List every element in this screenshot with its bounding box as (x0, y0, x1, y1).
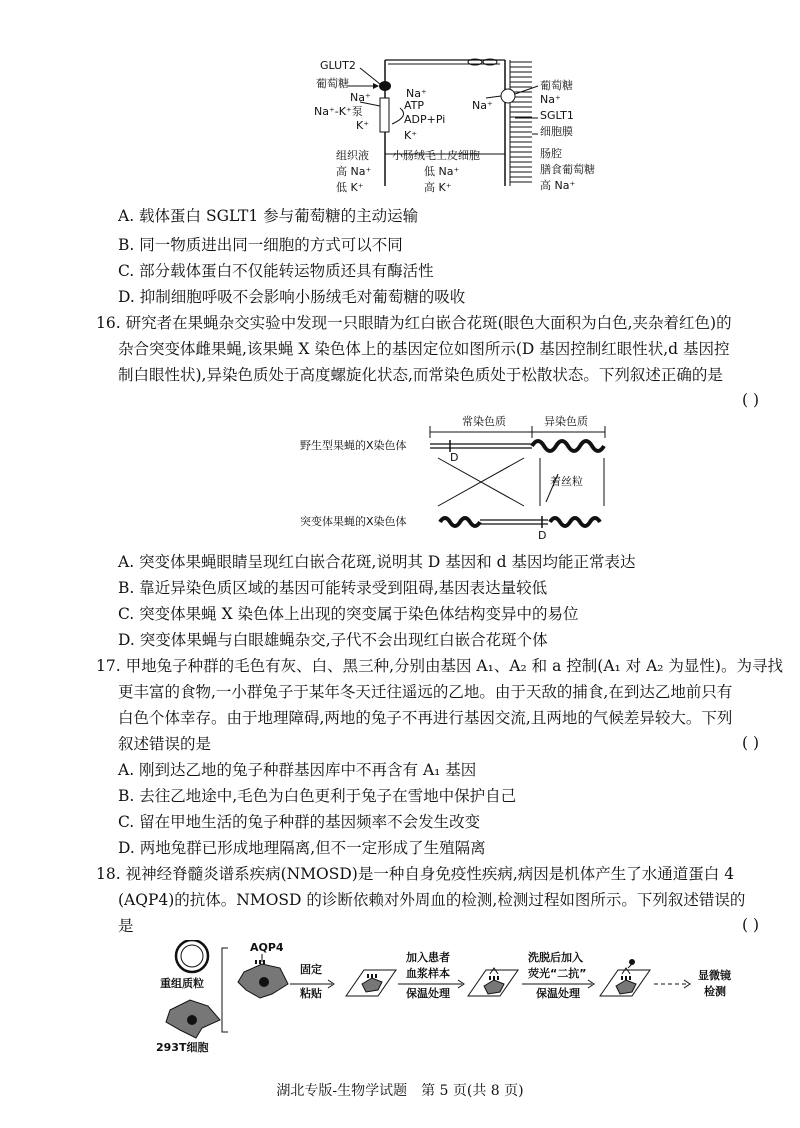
figure-detection-process (150, 940, 770, 1060)
aqp4-label: AQP4 (250, 941, 284, 954)
atp-label: ATP (404, 99, 425, 112)
na-right-in-label: Na⁺ (472, 99, 493, 112)
q17-stem-3: 白色个体幸存。由于地理障碍,两地的兔子不再进行基因交流,且两地的气候差异较大。下列 (118, 709, 733, 727)
step4-label-a: 显微镜 (698, 969, 731, 982)
page-footer: 湖北专版-生物学试题 第 5 页(共 8 页) (276, 1083, 524, 1099)
step2-label-a: 加入患者 (406, 951, 450, 964)
high-na-left: 高 Na⁺ (336, 165, 372, 178)
dietary-glucose-label: 膳食葡萄糖 (540, 163, 595, 176)
q16-option-c: C. 突变体果蝇 X 染色体上出现的突变属于染色体结构变异中的易位 (118, 605, 579, 623)
step3-label-c: 保温处理 (536, 987, 580, 1000)
q18-answer-paren: ( ) (742, 916, 760, 934)
q16-stem-1: 16. 研究者在果蝇杂交实验中发现一只眼睛为红白嵌合花斑(眼色大面积为白色,夹杂着红色)的 (96, 314, 732, 332)
tissue-fluid-label: 组织液 (336, 149, 369, 162)
q17-stem-2: 更丰富的食物,一小群兔子于某年冬天迁往遥远的乙地。由于天敌的捕食,在到达乙地前只有 (118, 683, 733, 701)
q15-option-b: B. 同一物质进出同一细胞的方式可以不同 (118, 236, 403, 254)
figure-glucose-transport (300, 46, 620, 204)
q18-stem-1: 18. 视神经脊髓炎谱系疾病(NMOSD)是一种自身免疫性疾病,病因是机体产生了水通道蛋白 4 (96, 865, 735, 883)
q16-option-b: B. 靠近异染色质区域的基因可能转录受到阻碍,基因表达量较低 (118, 579, 548, 597)
q16-answer-paren: ( ) (742, 391, 760, 409)
step1-label-b: 粘贴 (300, 987, 322, 1000)
q15-option-a: A. 载体蛋白 SGLT1 参与葡萄糖的主动运输 (118, 207, 419, 225)
q17-option-d: D. 两地兔群已形成地理隔离,但不一定形成了生殖隔离 (118, 839, 486, 857)
q17-option-a: A. 刚到达乙地的兔子种群基因库中不再含有 A₁ 基因 (118, 761, 477, 779)
high-na-right: 高 Na⁺ (540, 179, 576, 192)
gene-d-top: D (450, 451, 459, 464)
step2-label-b: 血浆样本 (406, 967, 450, 980)
mutant-label: 突变体果蝇的X染色体 (300, 515, 407, 528)
step1-label-a: 固定 (300, 963, 322, 976)
step3-label-a: 洗脱后加入 (528, 951, 583, 964)
lumen-label: 肠腔 (540, 147, 562, 160)
q16-option-a: A. 突变体果蝇眼睛呈现红白嵌合花斑,说明其 D 基因和 d 基因均能正常表达 (118, 553, 636, 571)
plasmid-label: 重组质粒 (160, 977, 204, 990)
q18-stem-3: 是 (118, 917, 134, 935)
q15-option-c: C. 部分载体蛋白不仅能转运物质还具有酶活性 (118, 262, 434, 280)
glucose-left-label: 葡萄糖 (316, 77, 349, 90)
k-left-label: K⁺ (356, 119, 370, 132)
figure-chromosome (300, 410, 630, 544)
cell-label: 小肠绒毛上皮细胞 (392, 149, 480, 162)
step2-label-c: 保温处理 (406, 987, 450, 1000)
q16-option-d: D. 突变体果蝇与白眼雄蝇杂交,子代不会出现红白嵌合花斑个体 (118, 631, 548, 649)
detection-process-diagram (150, 940, 770, 1060)
gene-d-bottom: D (538, 529, 547, 542)
high-k-mid: 高 K⁺ (424, 181, 452, 194)
centromere-label: 着丝粒 (550, 475, 583, 488)
wild-type-label: 野生型果蝇的X染色体 (300, 439, 407, 452)
q17-option-c: C. 留在甲地生活的兔子种群的基因频率不会发生改变 (118, 813, 481, 831)
q17-stem-1: 17. 甲地兔子种群的毛色有灰、白、黑三种,分别由基因 A₁、A₂ 和 a 控制(A₁ 对 A₂ 为显性)。为寻找 (96, 657, 783, 675)
membrane-label: 细胞膜 (540, 125, 573, 138)
q17-stem-4: 叙述错误的是 (118, 735, 212, 753)
q16-stem-2: 杂合突变体雌果蝇,该果蝇 X 染色体上的基因定位如图所示(D 基因控制红眼性状,d 基因控 (118, 340, 730, 358)
sglt1-label: SGLT1 (540, 109, 574, 122)
q15-option-d: D. 抑制细胞呼吸不会影响小肠绒毛对葡萄糖的吸收 (118, 288, 466, 306)
na-right-label: Na⁺ (540, 93, 561, 106)
q16-stem-3: 制白眼性状),异染色质处于高度螺旋化状态,而常染色质处于松散状态。下列叙述正确的是 (118, 366, 723, 384)
low-k-left: 低 K⁺ (336, 181, 364, 194)
step3-label-b: 荧光“二抗” (528, 967, 587, 980)
293t-cell-label: 293T细胞 (156, 1041, 209, 1054)
euchromatin-label: 常染色质 (462, 415, 506, 428)
glucose-right-label: 葡萄糖 (540, 79, 573, 92)
q17-option-b: B. 去往乙地途中,毛色为白色更利于兔子在雪地中保护自己 (118, 787, 517, 805)
heterochromatin-label: 异染色质 (544, 415, 588, 428)
q18-stem-2: (AQP4)的抗体。NMOSD 的诊断依赖对外周血的检测,检测过程如图所示。下列叙述错误的 (118, 891, 746, 909)
step4-label-b: 检测 (704, 985, 726, 998)
low-na-mid: 低 Na⁺ (424, 165, 460, 178)
pump-label: Na⁺-K⁺泵 (314, 105, 363, 118)
na-left-label: Na⁺ (350, 91, 371, 104)
k-bottom-label: K⁺ (404, 129, 418, 142)
adp-label: ADP+Pi (404, 113, 446, 126)
na-top-label: Na⁺ (406, 87, 427, 100)
q17-answer-paren: ( ) (742, 734, 760, 752)
glut2-label: GLUT2 (320, 59, 356, 72)
